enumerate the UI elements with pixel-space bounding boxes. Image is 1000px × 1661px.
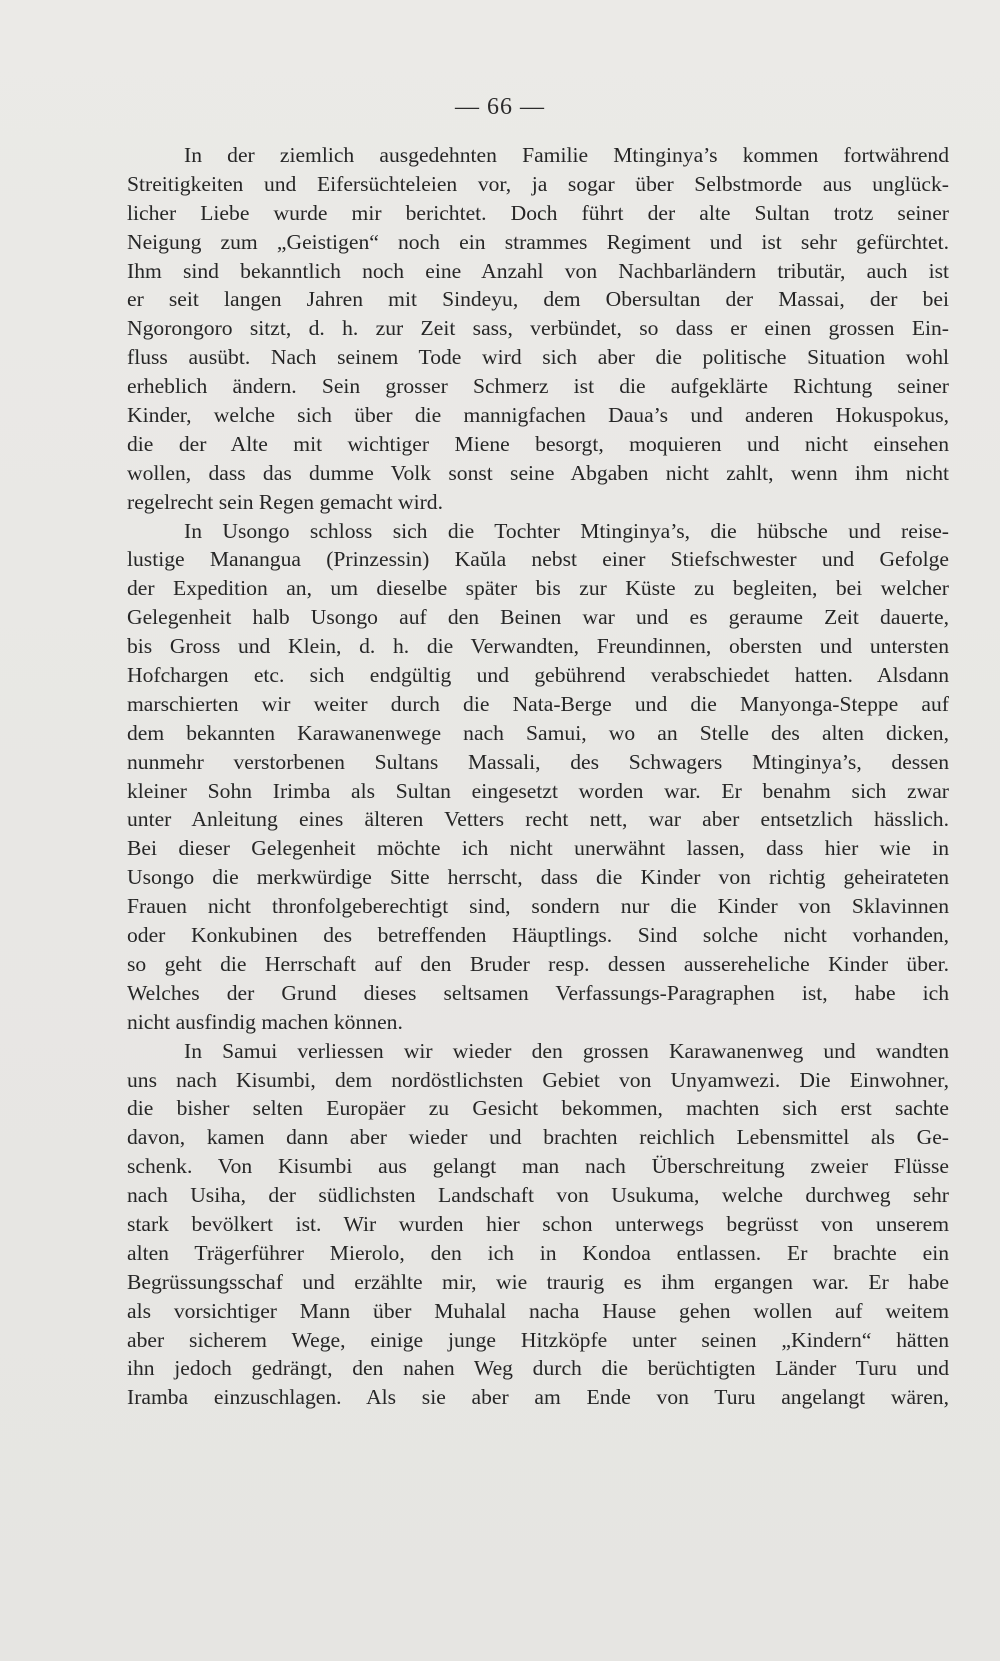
text-line: ihn jedoch gedrängt, den nahen Weg durch die berüchtigten Länder Turu und (127, 1356, 949, 1381)
page-number: — 66 — (455, 94, 545, 120)
text-line: In der ziemlich ausgedehnten Familie Mtinginya’s kommen fortwährend (184, 143, 949, 167)
text-line: als vorsichtiger Mann über Muhalal nacha Hause gehen wollen auf weitem (127, 1298, 949, 1323)
text-line: dem bekannten Karawanenwege nach Samui, wo an Stelle des alten dicken, (127, 720, 949, 745)
text-line: Ihm sind bekanntlich noch eine Anzahl von Nachbarländern tributär, auch ist (127, 258, 949, 283)
text-line: Hofchargen etc. sich endgültig und gebührend verabschiedet hatten. Alsdann (127, 663, 949, 688)
text-line: schenk. Von Kisumbi aus gelangt man nach Überschreitung zweier Flüsse (127, 1154, 949, 1179)
text-line: licher Liebe wurde mir berichtet. Doch führt der alte Sultan trotz seiner (127, 200, 949, 225)
text-line: unter Anleitung eines älteren Vetters recht nett, war aber entsetzlich hässlich. (127, 807, 949, 832)
text-line: Iramba einzuschlagen. Als sie aber am Ende von Turu angelangt wären, (127, 1385, 949, 1410)
text-line: regelrecht sein Regen gemacht wird. (127, 489, 443, 514)
text-line: der Expedition an, um dieselbe später bis zur Küste zu begleiten, bei welcher (127, 576, 949, 601)
text-line: so geht die Herrschaft auf den Bruder resp. dessen aussereheliche Kinder über. (127, 951, 949, 976)
text-line: Bei dieser Gelegenheit möchte ich nicht unerwähnt lassen, dass hier wie in (127, 836, 949, 861)
text-line: Gelegenheit halb Usongo auf den Beinen war und es geraume Zeit dauerte, (127, 605, 949, 630)
text-line: kleiner Sohn Irimba als Sultan eingesetzt worden war. Er benahm sich zwar (127, 778, 949, 803)
text-line: nunmehr verstorbenen Sultans Massali, des Schwagers Mtinginya’s, dessen (127, 749, 949, 774)
text-line: fluss ausübt. Nach seinem Tode wird sich aber die politische Situation wohl (127, 345, 949, 370)
text-line: Frauen nicht thronfolgeberechtigt sind, sondern nur die Kinder von Sklavinnen (127, 894, 949, 919)
text-line: Neigung zum „Geistigen“ noch ein strammes Regiment und ist sehr gefürchtet. (127, 229, 949, 254)
text-line: erheblich ändern. Sein grosser Schmerz ist die aufgeklärte Richtung seiner (127, 374, 949, 399)
text-line: marschierten wir weiter durch die Nata-Berge und die Manyonga-Steppe auf (127, 691, 949, 716)
text-line: davon, kamen dann aber wieder und brachten reichlich Lebensmittel als Ge- (127, 1125, 949, 1150)
text-line: nach Usiha, der südlichsten Landschaft von Usukuma, welche durchweg sehr (127, 1183, 949, 1208)
text-line: Usongo die merkwürdige Sitte herrscht, dass die Kinder von richtig geheirateten (127, 865, 949, 890)
text-line: Streitigkeiten und Eifersüchteleien vor, ja sogar über Selbstmorde aus unglück- (127, 171, 949, 196)
text-line: nicht ausfindig machen können. (127, 1009, 403, 1034)
text-line: In Samui verliessen wir wieder den grossen Karawanenweg und wandten (184, 1038, 949, 1063)
text-line: wollen, dass das dumme Volk sonst seine Abgaben nicht zahlt, wenn ihm nicht (127, 460, 949, 485)
text-line: Kinder, welche sich über die mannigfachen Daua’s und anderen Hokuspokus, (127, 403, 949, 428)
text-line: die bisher selten Europäer zu Gesicht bekommen, machten sich erst sachte (127, 1096, 949, 1121)
text-line: Ngorongoro sitzt, d. h. zur Zeit sass, verbündet, so dass er einen grossen Ein- (127, 316, 949, 341)
text-line: uns nach Kisumbi, dem nordöstlichsten Gebiet von Unyamwezi. Die Einwohner, (127, 1067, 949, 1092)
text-line: Begrüssungsschaf und erzählte mir, wie traurig es ihm ergangen war. Er habe (127, 1269, 949, 1294)
text-line: oder Konkubinen des betreffenden Häuptlings. Sind solche nicht vorhanden, (127, 923, 949, 948)
text-line: lustige Manangua (Prinzessin) Kaŭla nebst einer Stiefschwester und Gefolge (127, 547, 949, 572)
text-line: alten Trägerführer Mierolo, den ich in Kondoa entlassen. Er brachte ein (127, 1240, 949, 1265)
text-line: die der Alte mit wichtiger Miene besorgt, moquieren und nicht einsehen (127, 431, 949, 456)
text-line: aber sicherem Wege, einige junge Hitzköpfe unter seinen „Kindern“ hätten (127, 1327, 949, 1352)
text-line: stark bevölkert ist. Wir wurden hier schon unterwegs begrüsst von unserem (127, 1211, 949, 1236)
text-line: er seit langen Jahren mit Sindeyu, dem Obersultan der Massai, der bei (127, 287, 949, 312)
text-line: bis Gross und Klein, d. h. die Verwandten, Freundinnen, obersten und untersten (127, 634, 949, 659)
text-line: In Usongo schloss sich die Tochter Mtinginya’s, die hübsche und reise- (184, 518, 949, 543)
text-line: Welches der Grund dieses seltsamen Verfassungs-Paragraphen ist, habe ich (127, 980, 949, 1005)
body-text (127, 141, 949, 1412)
